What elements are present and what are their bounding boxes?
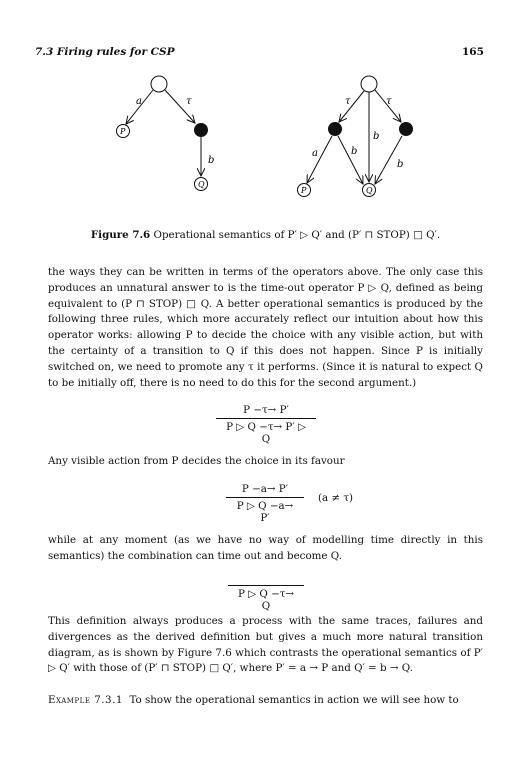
left-node-label-q: Q xyxy=(198,180,205,189)
right-unstable-state-right xyxy=(399,122,413,136)
rule-2-side-condition: (a ≠ τ) xyxy=(318,492,354,504)
rule-3-conclusion: P ▷ Q −τ→ Q xyxy=(228,585,304,612)
right-edge-tau-left xyxy=(339,91,364,122)
right-unstable-state-left xyxy=(328,122,342,136)
figure-caption xyxy=(48,229,483,241)
inference-rule-2 xyxy=(226,483,304,524)
left-transition-diagram xyxy=(117,76,215,191)
left-edge-label-b: b xyxy=(208,155,215,166)
inference-rule-3 xyxy=(228,580,304,612)
left-edge-label-tau: τ xyxy=(186,96,192,107)
right-edge-b-left xyxy=(338,136,363,184)
left-node-label-p: P xyxy=(120,127,126,136)
example-label: Example 7.3.1 xyxy=(48,694,123,706)
rule-1-premise: P −τ→ P′ xyxy=(243,404,289,416)
figure-caption-text: Operational semantics of P′ ▷ Q′ and (P′ ⊓ STOP) □ Q′. xyxy=(153,229,441,241)
right-edge-label-tau-right: τ xyxy=(386,96,392,107)
body-paragraph-4: This definition always produces a process with the same traces, failures and divergences as the derived definition but gives a much more natural transition diagram, as is shown by Figure 7.6 which contrasts the operational semantics of P′ ▷ Q′ with those of (P′ ⊓ STOP) □ Q′, where P′ = a → P and Q′ = b → Q. xyxy=(48,615,483,675)
example-paragraph xyxy=(48,693,483,709)
rule-2-premise: P −a→ P′ xyxy=(241,483,289,495)
right-initial-state xyxy=(361,76,377,92)
example-text: To show the operational semantics in action we will see how to xyxy=(129,694,459,706)
left-unstable-state xyxy=(194,123,208,137)
right-edge-label-b-right: b xyxy=(397,159,404,170)
inference-rule-1 xyxy=(216,404,316,445)
right-edge-label-b-middle: b xyxy=(373,131,380,142)
running-header-section: 7.3 Firing rules for CSP xyxy=(35,46,175,58)
right-edge-label-tau-left: τ xyxy=(345,96,351,107)
rule-2-conclusion: P ▷ Q −a→ P′ xyxy=(226,497,304,524)
body-paragraph-1: the ways they can be written in terms of the operators above. The only case this produces an unnatural answer to is the time-out operator P ▷ Q, defined as being equivalent to (P ⊓ STOP) □ Q. A better operational semantics is produced by the following three rules, which more accurately reflect our intuition about how this operator works: allowing P to decide the choice with any visible action, but with the certainty of a transition to Q if this does not happen. Since P is initially switched on, we need to promote any τ it performs. (Since it is natural to expect Q to be initially off, there is no need to do this for the second argument.) xyxy=(48,266,483,389)
right-node-label-p: P xyxy=(301,186,307,195)
page-number: 165 xyxy=(462,46,484,58)
left-edge-label-a: a xyxy=(136,96,142,107)
rule-1-conclusion: P ▷ Q −τ→ P′ ▷ Q xyxy=(216,418,316,445)
right-transition-diagram xyxy=(298,76,414,197)
right-edge-a xyxy=(307,136,332,183)
figure-caption-label: Figure 7.6 xyxy=(90,229,151,241)
left-initial-state xyxy=(151,76,167,92)
right-node-label-q: Q xyxy=(366,186,373,195)
body-paragraph-3: while at any moment (as we have no way of modelling time directly in this semantics) the combination can time out and become Q. xyxy=(48,534,483,562)
figure-7-6 xyxy=(0,0,532,225)
right-edge-label-a: a xyxy=(312,148,318,159)
body-paragraph-2: Any visible action from P decides the choice in its favour xyxy=(48,455,345,467)
right-edge-label-b-left: b xyxy=(351,146,358,157)
